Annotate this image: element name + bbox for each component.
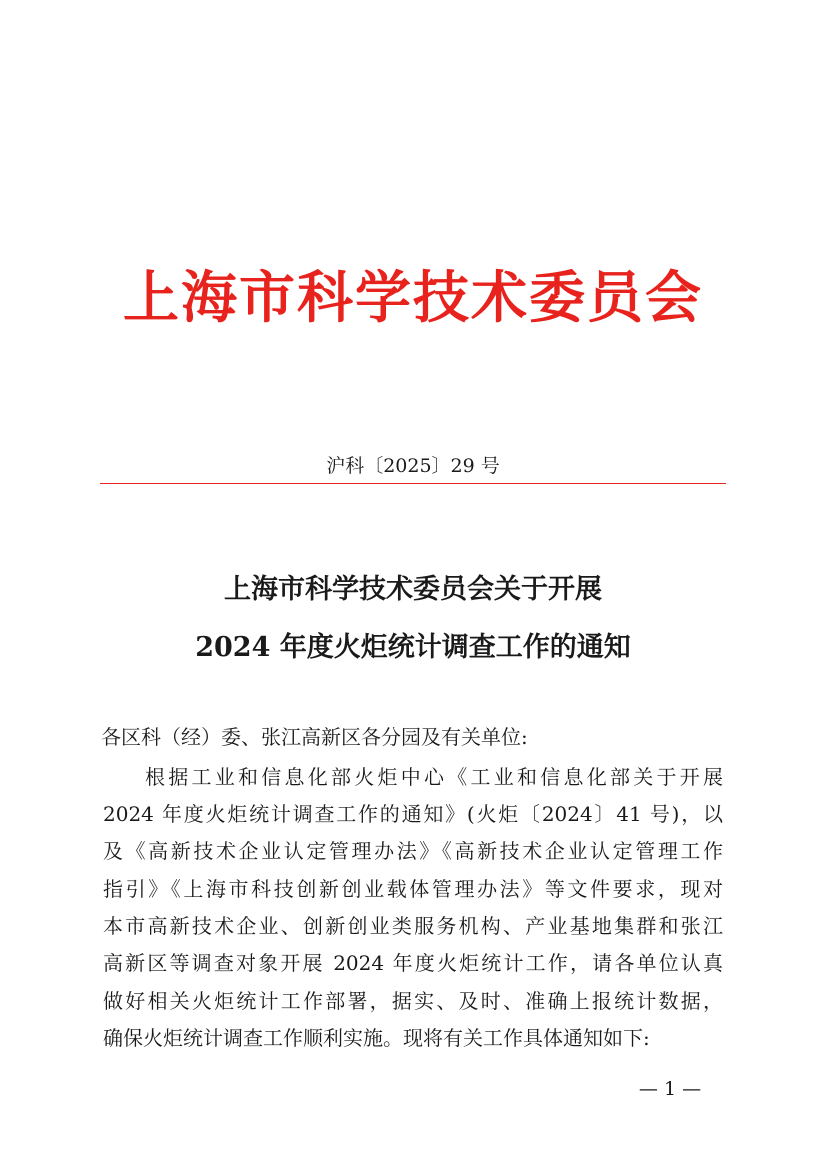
body-text-line: 确保火炬统计调查工作顺利实施。现将有关工作具体通知如下:	[103, 1026, 650, 1050]
body-text-line: 及《高新技术企业认定管理办法》《高新技术企业认定管理工作	[103, 839, 723, 863]
body-text-line: 高新区等调查对象开展 2024 年度火炬统计工作，请各单位认真	[103, 951, 723, 975]
document-title-line-1: 上海市科学技术委员会关于开展	[224, 574, 602, 605]
document-title-line-2: 2024 年度火炬统计调查工作的通知	[195, 632, 631, 663]
body-text-line: 根据工业和信息化部火炬中心《工业和信息化部关于开展	[145, 765, 723, 789]
body-text-line: 2024 年度火炬统计调查工作的通知》(火炬〔2024〕41 号)，以	[103, 802, 723, 826]
red-divider-line	[100, 483, 726, 484]
page-number: — 1 —	[638, 1078, 702, 1100]
body-text-line: 本市高新技术企业、创新创业类服务机构、产业基地集群和张江	[103, 914, 723, 938]
body-text-line: 指引》《上海市科技创新创业载体管理办法》等文件要求，现对	[103, 877, 723, 901]
document-number: 沪科〔2025〕29 号	[326, 455, 500, 477]
issuer-masthead: 上海市科学技术委员会	[123, 265, 703, 331]
body-text-line: 做好相关火炬统计工作部署，据实、及时、准确上报统计数据，	[103, 989, 723, 1013]
salutation: 各区科（经）委、张江高新区各分园及有关单位:	[101, 725, 528, 749]
